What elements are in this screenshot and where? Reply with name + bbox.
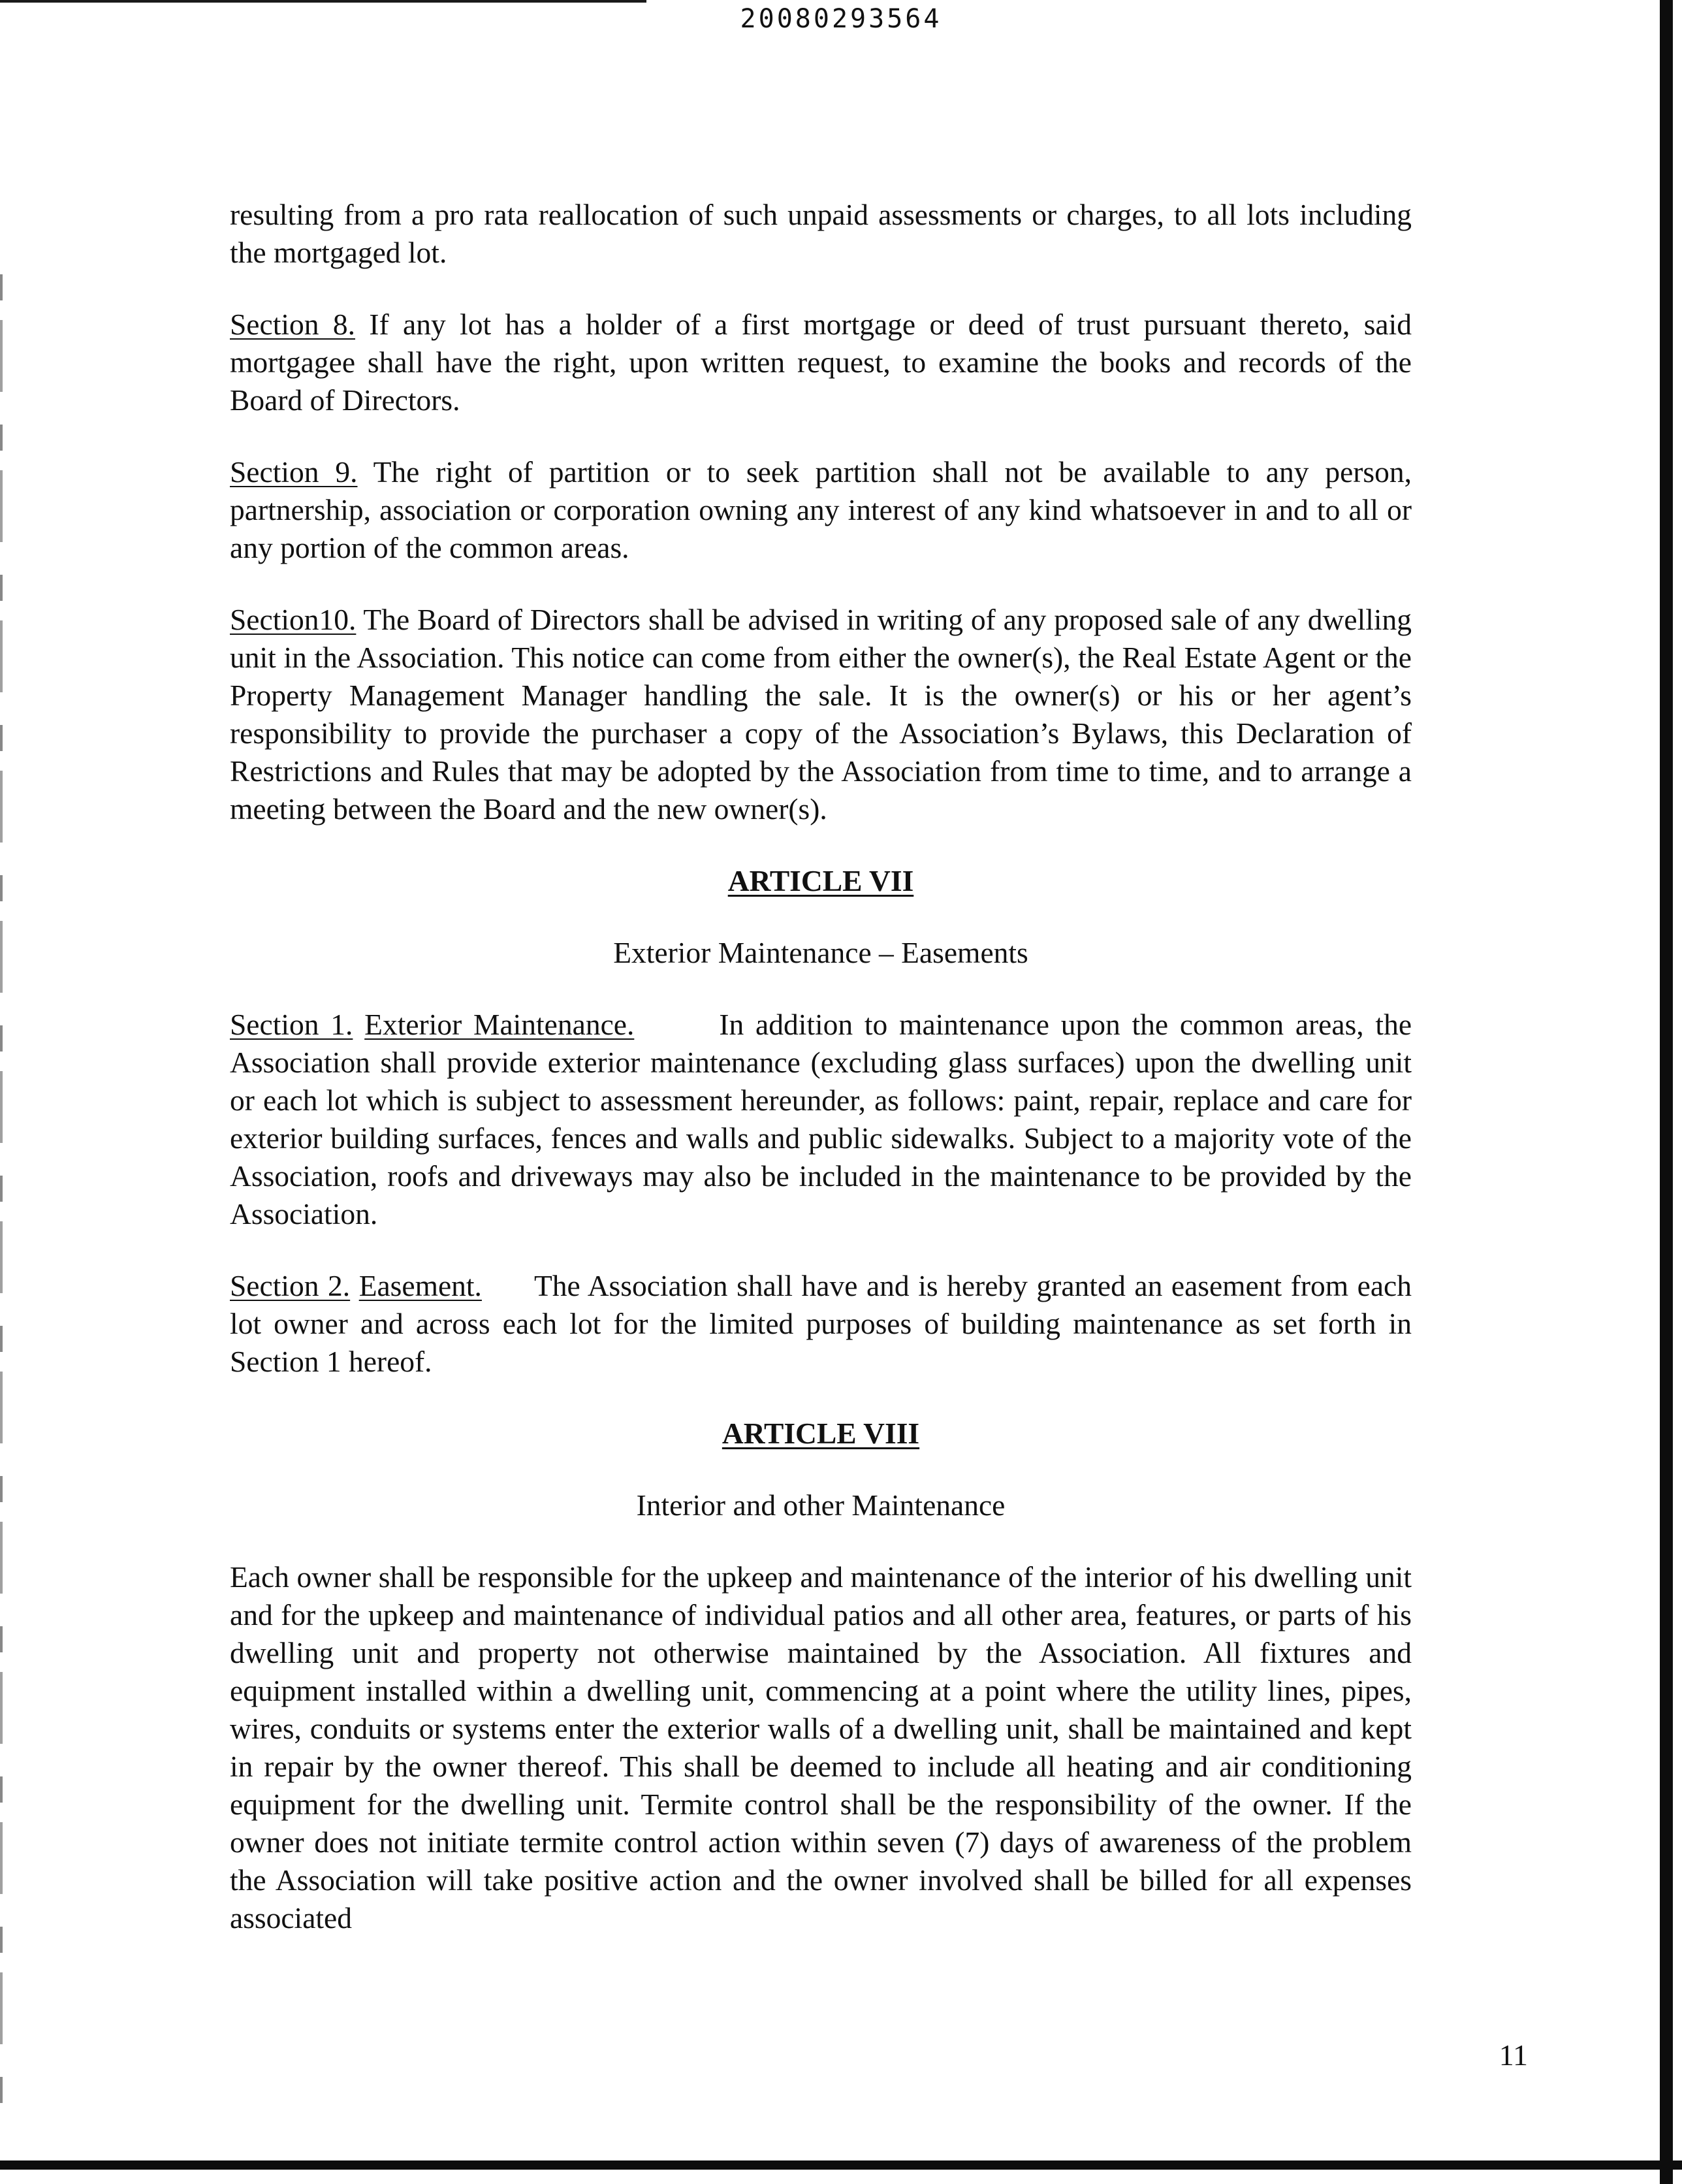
article-8-text: Each owner shall be responsible for the upkeep and maintenance of the interior of his dwelling unit and for the upkeep and maintenance of individual patios and all other area, features, or parts of his dwelling unit and property not otherwise maintained by the Association. All fixtures and equipment installed within a dwelling unit, commencing at a point where the utility lines, pipes, wires, conduits or systems enter the exterior walls of a dwelling unit, shall be maintained and kept in repair by the owner thereof. This shall be deemed to include all heating and air conditioning equipment for the dwelling unit. Termite control shall be the responsibility of the owner. If the owner does not initiate termite control action within seven (7) days of awareness of the problem the Association will take positive action and the owner involved shall be billed for all expenses associated xyxy=(230,1560,1412,1935)
article-7-section-2-paragraph xyxy=(230,1267,1412,1381)
section-10-text: The Board of Directors shall be advised in writing of any proposed sale of any dwelling unit in the Association. This notice can come from either the owner(s), the Real Estate Agent or the Property Management Manager handling the sale. It is the owner(s) or his or her agent’s responsibility to provide the purchaser a copy of the Association’s Bylaws, this Declaration of Restrictions and Rules that may be adopted by the Association from time to time, and to arrange a meeting between the Board and the new owner(s). xyxy=(230,603,1412,826)
article-7-section-1-title: Exterior Maintenance. xyxy=(364,1008,635,1041)
continuation-paragraph xyxy=(230,196,1412,272)
article-7-section-2-label: Section 2. xyxy=(230,1269,351,1302)
article-7-section-1-label: Section 1. xyxy=(230,1008,353,1041)
page-number: 11 xyxy=(1499,2038,1528,2072)
article-7-section-1-text: In addition to maintenance upon the common areas, the Association shall provide exterior maintenance (excluding glass surfaces) upon the dwelling unit or each lot which is subject to assessment hereunder, as follows: paint, repair, replace and care for exterior building surfaces, fences and walls and public sidewalks. Subject to a majority vote of the Association, roofs and driveways may also be included in the maintenance to be provided by the Association. xyxy=(230,1008,1412,1230)
document-number: 20080293564 xyxy=(740,4,942,34)
article-7-section-2-text: The Association shall have and is hereby granted an easement from each lot owner and across each lot for the limited purposes of building maintenance as set forth in Section 1 hereof. xyxy=(230,1269,1412,1378)
article-8-heading: ARTICLE VIII xyxy=(722,1417,920,1450)
scan-edge-right xyxy=(1660,0,1673,2184)
document-body xyxy=(230,196,1412,1937)
section-8-paragraph xyxy=(230,306,1412,419)
article-7-subtitle: Exterior Maintenance – Easements xyxy=(613,936,1028,969)
scan-edge-left xyxy=(0,274,3,2103)
article-7-section-2-title: Easement. xyxy=(358,1269,482,1302)
article-8-paragraph xyxy=(230,1558,1412,1937)
continuation-text: resulting from a pro rata reallocation of such unpaid assessments or charges, to all lots including the mortgaged lot. xyxy=(230,198,1412,269)
section-9-text: The right of partition or to seek partition shall not be available to any person, partnership, association or corporation owning any interest of any kind whatsoever in and to all or any portion of the common areas. xyxy=(230,455,1412,564)
article-8-subtitle: Interior and other Maintenance xyxy=(636,1488,1006,1522)
scan-edge-top xyxy=(0,0,646,3)
section-10-label: Section10. xyxy=(230,603,357,636)
article-7-heading: ARTICLE VII xyxy=(727,864,914,897)
section-8-label: Section 8. xyxy=(230,308,355,341)
section-10-paragraph xyxy=(230,601,1412,828)
section-9-label: Section 9. xyxy=(230,455,358,489)
section-8-text: If any lot has a holder of a first mortgage or deed of trust pursuant thereto, said mortgagee shall have the right, upon written request, to examine the books and records of the Board of Directors. xyxy=(230,308,1412,417)
scan-edge-bottom xyxy=(0,2160,1682,2170)
article-7-section-1-paragraph xyxy=(230,1006,1412,1233)
section-9-paragraph xyxy=(230,453,1412,567)
